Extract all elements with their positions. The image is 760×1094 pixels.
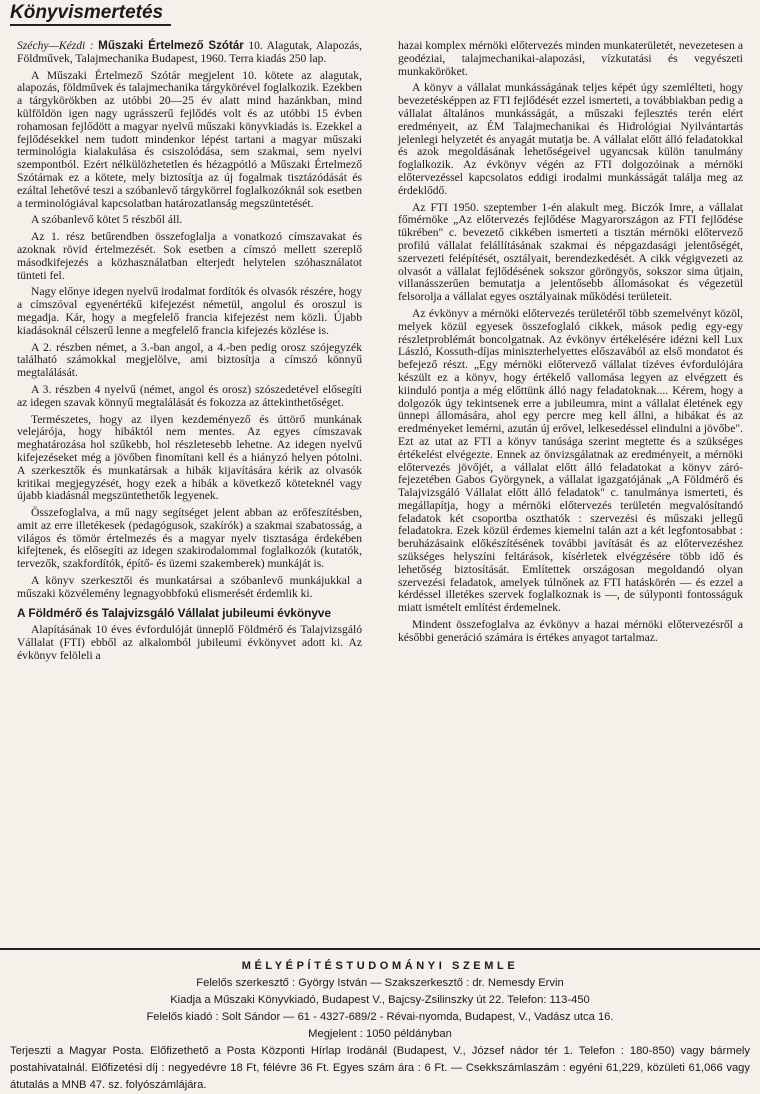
review-paragraph: Nagy előnye idegen nyelvű irodalmat fordítók és olvasók részére, hogy a címszóval egyenértékű kifejezést németül, angolul és oroszul is megadja. Kár, hogy a megfelelő francia kifejezést nem közli. Újabb kiadásoknál célszerű lenne a megfelelő francia kifejezés közlése is.	[17, 285, 362, 337]
left-column	[17, 40, 362, 667]
printer-line: Felelős kiadó : Solt Sándor — 61 - 4327-689/2 - Révai-nyomda, Budapest, V., Vadász utca 16.	[146, 1011, 614, 1023]
review-paragraph: A Műszaki Értelmező Szótár megjelent 10. kötete az alagutak, alapozás, földművek és talajmechanika tárgykörével foglalkozik. Ezekben a tárgykörökben az utóbbi 20—25 év alatt mind hazánkban, mind külföldön igen nagy ugrásszerű fejlődés volt és az utóbbi 15 évben rohamosan fejlődött a magyar nyelvű műszaki könyvkiadás is. Ezekkel a fejlődésekkel nem tudott mindenkor lépést tartani a magyar műszaki terminológia kialakulása és csiszolódása, sem szakmai, sem nyelvi szempontból. Ezért nélkülözhetetlen és hézagpótló a Műszaki Értelmező Szótárnak ez a kötete, mely biztosítja az új fogalmak tisztázódását és ezáltal lehetővé teszi a szóbanlevő tárgykörrel foglalkozóknál sok esetben a terminológiával kapcsolatban határozatlanság megszüntetését.	[17, 68, 362, 210]
review-paragraph: Természetes, hogy az ilyen kezdeményező és úttörő munkának velejárója, hogy hibáktól nem mentes. Az egyes címszavak meghatározása hol szűkebb, hol részletesebb lehetne. Az idegen nyelvű kifejezéseket még a jövőben finomítani kell és a hiányzó helyen pótolni. A szerkesztők és munkatársak a hibák kijavítására kérik az olvasók kritikai megjegyzését, hogy ezek a hibák a következő köteteknél vagy újabb kiadásnál megszüntethetők legyenek.	[17, 412, 362, 503]
review2-paragraph: A könyv a vállalat munkásságának teljes képét úgy szemlélteti, hogy bevezetésképpen az FTI fejlődését ezzel ismerteti, a továbbiakban pedig a vállalat általános munkásságát, a műszaki fejlesztés terén elért eredményeit, az ÉM Talajmechanikai és Hidrológiai Nyilvántartás jelenlegi helyzetét és anyagát mutatja be. A vállalat előtt álló feladatokkal és azok megoldásának lehetőségeivel ugyancsak külön tanulmány foglalkozik. Az évkönyv végén az FTI dolgozóinak a mérnöki előtervezéssel kapcsolatos eddigi irodalmi munkásságát találja meg az érdeklődő.	[398, 81, 743, 197]
distribution-text: Terjeszti a Magyar Posta. Előfizethető a Posta Központi Hírlap Irodánál (Budapest, V., József nádor tér 1. Telefon : 180-850) vagy bármely postahivatalnál. Előfizetési díj : negyedévre 18 Ft, félévre 36 Ft. Egyes szám ára : 6 Ft. — Csekkszámlaszám : egyéni 61,229, közületi 61,066 vagy átutalás a MNB 47. sz. folyószámlájára.	[10, 1045, 750, 1091]
review2-paragraph: Az évkönyv a mérnöki előtervezés területéről több szemelvényt közöl, melyek közül egyesek összefoglaló cikkek, mások pedig egy-egy részletproblémát boncolgatnak. Az évkönyv értékelésére idézni kell Lux László, Kossuth-díjas miniszterhelyettes előszavából az első mondatot és befejező részt. „Egy mérnöki előtervező vállalat tízéves évfordulójára készült ez a könyv, hogy értékelő vallomása legyen az elvégzett és kiinduló pontja a még előttünk álló nagy feladatoknak.... Kérem, hogy a dolgozók úgy tekintsenek erre a jubileumra, mint a vállalat életének egy ünnepi állomására, ahol egy percre meg kell állni, a hibákat és az eredményeket lemérni, azután új erővel, lelkesedéssel elindulni a jövőbe". Ezt az utat az FTI a könyv tanúsága szerint megtette és a szükséges értékelést elvégezte. Ennek az önvizsgálatnak az eredményeit, a mérnöki előtervezés jövőjét, a vállalat előtt álló feladatokat a könyv záró-fejezetében Gabos Györgynek, a vállalat igazgatójának „A Földmérő és Talajvizsgáló Vállalat előtt álló feladatok" c. tanulmánya ismerteti, és megállapítja, hogy a mérnöki előtervezés területén megvalósítandó feladatok két csoportba oszthatók : szervezési és műszaki jellegű feladatokra. Ezek közül érdemes kiemelni talán azt a két legfontosabbat : beruházásaink előkészítésének további javítását és az előtervezéshez szükséges helyszíni feltárások, kísérletek elvégzésére több idő és lehetőség biztosítását. Említettek országosan megoldandó olyan szervezési feladatok, amelyek túlnőnek az FTI hatáskörén — és ezzel a kérdéssel illetékes szervek foglalkoznak is —, de súlyponti fontosságuk miatt ismételt említést érdemelnek.	[398, 306, 743, 615]
editors-line: Felelős szerkesztő : György István — Szakszerkesztő : dr. Nemesdy Ervin	[196, 977, 564, 989]
review2-paragraph: Az FTI 1950. szeptember 1-én alakult meg. Biczók Imre, a vállalat főmérnöke „Az előtervezés fejlődése Magyarországon az FTI fejlődése tükrében" c. bevezető cikkében ismerteti a tisztán mérnöki előtervező profilú vállalat felállításának szakmai és népgazdasági jelentőségét, szervezeti felépítését, osztályait, berendezkedését. A cikk végigvezeti az olvasót a vállalat fejlődésének sokszor göröngyös, sokszor sima útjain, villanásszerűen bemutatja a jelentősebb állomásokat és végezetül felsorolja a vállalat egyes osztályainak működési területeit.	[398, 200, 743, 304]
review2-heading: A Földmérő és Talajvizsgáló Vállalat jubileumi évkönyve	[17, 605, 332, 620]
review-paragraph: A 2. részben német, a 3.-ban angol, a 4.-ben pedig orosz szójegyzék található számokkal megjelölve, ami biztosítja a címszó könnyű megtalálását.	[17, 340, 362, 380]
right-column	[398, 40, 743, 649]
print-run-line: Megjelent : 1050 példányban	[308, 1028, 452, 1040]
review-book-title: Műszaki Értelmező Szótár	[98, 39, 244, 52]
review-paragraph: A szóbanlevő kötet 5 részből áll.	[31, 213, 183, 227]
review-citation	[17, 40, 362, 66]
journal-name: MÉLYÉPÍTÉSTUDOMÁNYI SZEMLE	[241, 960, 519, 972]
imprint-footer	[0, 948, 760, 1094]
section-title: Könyvismertetés	[10, 2, 171, 26]
review-paragraph: Az 1. rész betűrendben összefoglalja a vonatkozó címszavakat és azoknak rövid értelmezését. Sok esetben a címszó mellett szereplő másodkifejezés a közhasználatban elterjedt helytelen szóhasználatot tünteti fel.	[17, 230, 362, 282]
review2-paragraph: hazai komplex mérnöki előtervezés minden munkaterületét, nevezetesen a geodéziai, talajmechanikai-alapozási, vízkutatási és vegyészeti munkaköröket.	[398, 39, 743, 78]
review-paragraph: Összefoglalva, a mű nagy segítséget jelent abban az erőfeszítésben, amit az erre illetékesek (pedagógusok, szakírók) a szakmai szabatosság, a világos és tömör értelmezés és a magyar nyelv tisztasága érdekében kifejtenek, és elősegíti az idegen szakirodalommal foglalkozók (kutatók, tervezők, szakfordítók, építő- és üzemi szakemberek) munkáját is.	[17, 506, 362, 571]
review-citation-details: 10. Alagutak, Alapozás, Földművek, Talajmechanika Budapest, 1960. Terra kiadás 250 lap.	[17, 39, 362, 65]
review2-paragraph: Alapításának 10 éves évfordulóját ünneplő Földmérő és Talajvizsgáló Vállalat (FTI) ebből az alkalomból jubileumi évkönyvet adott ki. Az évkönyv felöleli a	[17, 623, 362, 663]
review-paragraph: A könyv szerkesztői és munkatársai a szóbanlevő munkájukkal a műszaki közvélemény legnagyobbfokú elismerését érdemlik ki.	[17, 574, 362, 600]
review-paragraph: A 3. részben 4 nyelvű (német, angol és orosz) szószedetével elősegíti az idegen szavak könnyű megtalálását és fokozza az áttekinthetőséget.	[17, 382, 362, 409]
review2-paragraph: Mindent összefoglalva az évkönyv a hazai mérnöki előtervezésről a későbbi generáció számára is értékes anyagot tartalmaz.	[398, 618, 743, 644]
review-authors: Széchy—Kézdi :	[17, 39, 94, 52]
publisher-line: Kiadja a Műszaki Könyvkiadó, Budapest V., Bajcsy-Zsilinszky út 22. Telefon: 113-450	[170, 994, 590, 1006]
